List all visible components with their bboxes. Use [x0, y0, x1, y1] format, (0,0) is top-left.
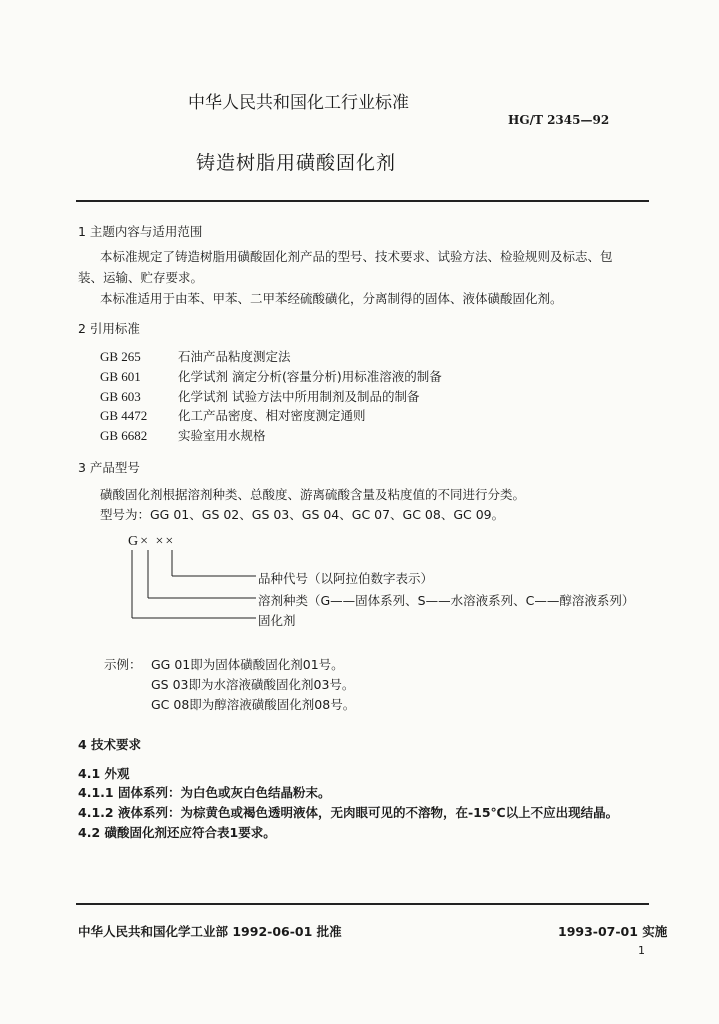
- reference-item: [100, 387, 419, 405]
- section-1-para1-line1: 本标准规定了铸造树脂用磺酸固化剂产品的型号、技术要求、试验方法、检验规则及标志、包: [100, 249, 613, 264]
- reference-title: 化学试剂 滴定分析(容量分析)用标准溶液的制备: [178, 369, 442, 384]
- implementation-date: 1993-07-01 实施: [558, 924, 668, 939]
- reference-code: GB 6682: [100, 428, 148, 443]
- footer-rule: [76, 903, 649, 905]
- section-4-2: 4.2 磺酸固化剂还应符合表1要求。: [78, 825, 276, 840]
- reference-code: GB 603: [100, 389, 141, 404]
- diagram-label-variety: 品种代号（以阿拉伯数字表示）: [258, 571, 434, 586]
- reference-title: 实验室用水规格: [178, 428, 266, 443]
- reference-code: GB 601: [100, 369, 141, 384]
- section-1-para1-line2: 装、运输、贮存要求。: [78, 270, 204, 285]
- standard-number: HG/T 2345—92: [508, 113, 610, 127]
- model-code-diagram-lines: [120, 548, 260, 624]
- example-item: GG 01即为固体磺酸固化剂01号。: [151, 657, 344, 672]
- section-4-1: 4.1 外观: [78, 766, 130, 781]
- example-item: GC 08即为醇溶液磺酸固化剂08号。: [151, 697, 356, 712]
- reference-title: 化工产品密度、相对密度测定通则: [178, 408, 366, 423]
- section-1-heading: 1 主题内容与适用范围: [78, 224, 203, 239]
- section-1-para2: 本标准适用于由苯、甲苯、二甲苯经硫酸磺化，分离制得的固体、液体磺酸固化剂。: [100, 291, 563, 306]
- section-3-heading: 3 产品型号: [78, 460, 140, 475]
- reference-item: [100, 347, 291, 365]
- reference-item: [100, 406, 366, 424]
- model-code: G× ××: [128, 534, 176, 549]
- approval-note: 中华人民共和国化学工业部 1992-06-01 批准: [78, 924, 342, 939]
- section-4-1-2: 4.1.2 液体系列：为棕黄色或褐色透明液体，无肉眼可见的不溶物，在-15℃以上不应出现结晶。: [78, 805, 619, 820]
- reference-item: [100, 367, 442, 385]
- section-4-heading: 4 技术要求: [78, 737, 142, 752]
- section-2-heading: 2 引用标准: [78, 321, 140, 336]
- reference-code: GB 265: [100, 349, 141, 364]
- examples-label: 示例：: [104, 657, 142, 672]
- example-item: GS 03即为水溶液磺酸固化剂03号。: [151, 677, 355, 692]
- diagram-label-solvent: 溶剂种类（G——固体系列、S——水溶液系列、C——醇溶液系列）: [258, 593, 635, 608]
- reference-item: [100, 426, 266, 444]
- diagram-label-curing: 固化剂: [258, 613, 296, 628]
- section-4-1-1: 4.1.1 固体系列：为白色或灰白色结晶粉末。: [78, 785, 331, 800]
- page-number: 1: [638, 944, 645, 957]
- reference-title: 石油产品粘度测定法: [178, 349, 291, 364]
- reference-code: GB 4472: [100, 408, 148, 423]
- document-title: 铸造树脂用磺酸固化剂: [196, 152, 397, 174]
- section-3-para2: 型号为：GG 01、GS 02、GS 03、GS 04、GC 07、GC 08、GC 09。: [100, 507, 505, 522]
- header-rule: [76, 200, 649, 202]
- section-3-para1: 磺酸固化剂根据溶剂种类、总酸度、游离硫酸含量及粘度值的不同进行分类。: [100, 487, 526, 502]
- reference-title: 化学试剂 试验方法中所用制剂及制品的制备: [178, 389, 420, 404]
- issuer-title: 中华人民共和国化工行业标准: [188, 93, 409, 113]
